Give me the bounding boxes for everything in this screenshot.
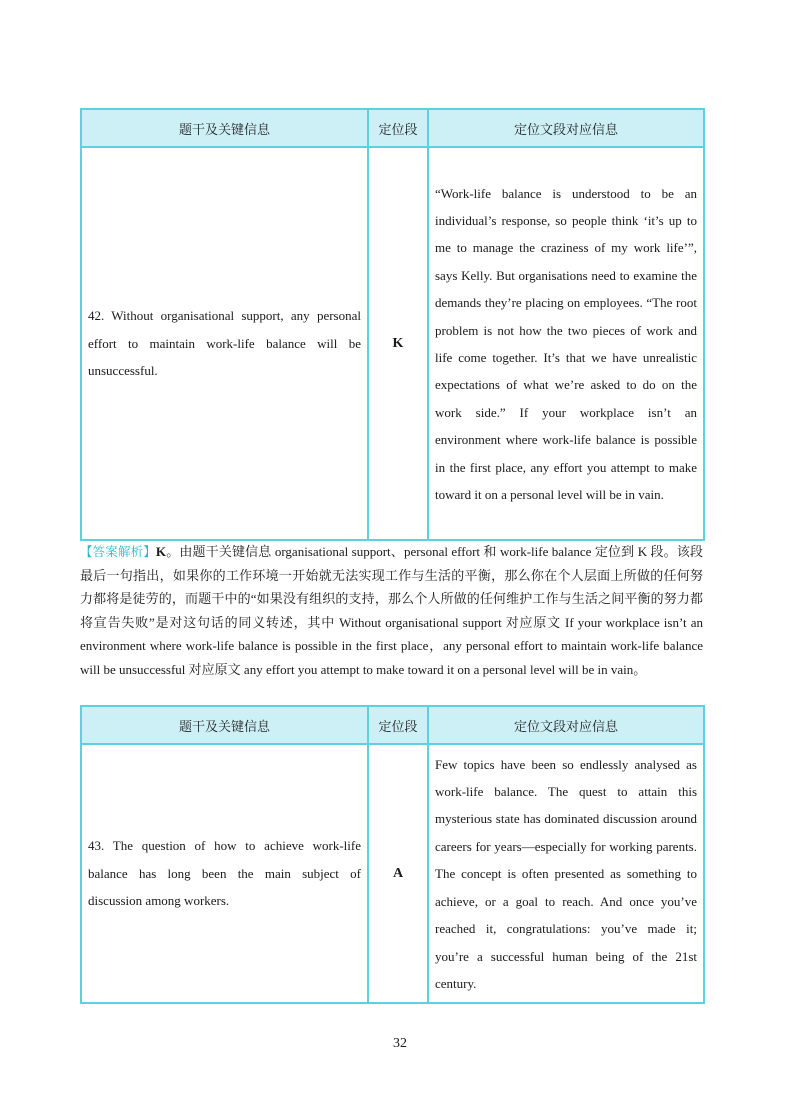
- page-number: 32: [393, 1036, 407, 1051]
- question-table-42: [80, 108, 705, 541]
- passage-cell: Few topics have been so endlessly analysed as work-life balance. The quest to attain this mysterious state has dominated discussion around careers for years—especially for working parents. The concept is often presented as something to achieve, or a goal to reach. And once you’ve reached it, congratulations: you’ve made it; you’re a successful human being of the 21st century.: [428, 744, 704, 1003]
- passage-cell: “Work-life balance is understood to be an individual’s response, so people think ‘it’s up to me to manage the craziness of my work life’”, says Kelly. But organisations need to examine the demands they’re placing on employees. “The root problem is not how the two pieces of work and life come together. It’s that we have unrealistic expectations of what we’re asked to do on the work side.” If your workplace isn’t an environment where work-life balance is possible in the first place, any effort you attempt to make toward it on a personal level will be in vain.: [428, 147, 704, 540]
- header-info: 定位文段对应信息: [428, 706, 704, 744]
- header-location: 定位段: [368, 706, 428, 744]
- analysis-text: 。由题干关键信息 organisational support、personal effort 和 work-life balance 定位到 K 段。该段最后一句指出，如果你的工作环境一开始就无法实现工作与生活的平衡，那么你在个人层面上所做的任何努力都将是徒劳的，而题干中的“如果没有组织的支持，那么个人所做的任何维护工作与生活之间平衡的努力都将宣告失败”是对这句话的同义转述，其中 Without organisational support 对应原文 If your workplace isn’t an environment where work-life balance is possible in the first place，any personal effort to maintain work-life balance will be unsuccessful 对应原文 any effort you attempt to make toward it on a personal level will be in vain。: [80, 544, 703, 677]
- header-info: 定位文段对应信息: [428, 109, 704, 147]
- header-question: 题干及关键信息: [81, 706, 368, 744]
- answer-cell: A: [368, 744, 428, 1003]
- question-cell: 42. Without organisational support, any personal effort to maintain work-life balance will be unsuccessful.: [81, 147, 368, 540]
- question-table-43: [80, 705, 705, 1004]
- table-row: [81, 744, 704, 1003]
- table-header-row: [81, 706, 704, 744]
- header-location: 定位段: [368, 109, 428, 147]
- analysis-answer: K: [155, 544, 167, 559]
- question-cell: 43. The question of how to achieve work-life balance has long been the main subject of discussion among workers.: [81, 744, 368, 1003]
- answer-analysis: [80, 540, 703, 682]
- analysis-tag: 【答案解析】: [80, 544, 156, 559]
- header-question: 题干及关键信息: [81, 109, 368, 147]
- table-header-row: [81, 109, 704, 147]
- answer-cell: K: [368, 147, 428, 540]
- table-row: [81, 147, 704, 540]
